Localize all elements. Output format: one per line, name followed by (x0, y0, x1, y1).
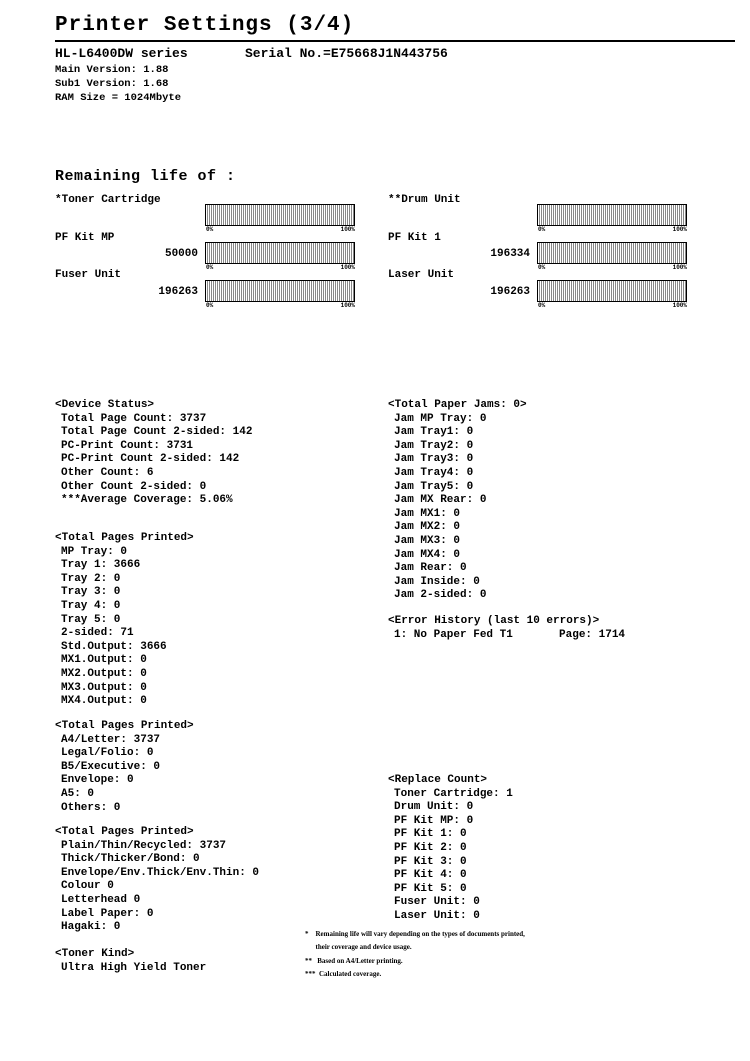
title-divider (55, 40, 735, 42)
paper-jams-section (388, 399, 527, 603)
error-history-section (388, 615, 625, 642)
section-item: Jam MP Tray: 0 (394, 412, 487, 425)
section-item: PF Kit 2: 0 (394, 841, 467, 854)
pf-kit-mp-gauge (205, 242, 355, 264)
gauge-axis-max: 100% (340, 264, 355, 271)
footnote-2: ** Based on A4/Letter printing. (305, 957, 403, 965)
fuser-unit-label: Fuser Unit (55, 269, 122, 281)
toner-kind-section (55, 948, 206, 975)
footnote-3: *** Calculated coverage. (305, 970, 382, 978)
sub1-version: Sub1 Version: 1.68 (55, 78, 169, 90)
gauge-axis-min: 0% (538, 226, 546, 233)
section-item: Tray 1: 3666 (61, 559, 141, 572)
section-heading: <Total Pages Printed> (55, 826, 194, 838)
section-item: Jam Rear: 0 (394, 562, 467, 575)
section-heading: <Error History (last 10 errors)> (388, 615, 600, 627)
section-item: Toner Cartridge: 1 (394, 787, 513, 800)
section-item: Jam MX1: 0 (394, 507, 461, 520)
section-item: A5: 0 (61, 787, 95, 800)
section-heading: <Total Pages Printed> (55, 532, 194, 544)
section-item: Letterhead 0 (61, 893, 141, 906)
drum-unit-gauge (537, 204, 687, 226)
section-item: 2-sided: 71 (61, 627, 134, 640)
section-item: A4/Letter: 3737 (61, 733, 161, 746)
section-item: Tray 5: 0 (61, 613, 121, 626)
section-item: Jam 2-sided: 0 (394, 589, 487, 602)
fuser-unit-value: 196263 (158, 286, 198, 298)
section-item: Jam MX2: 0 (394, 521, 461, 534)
section-item: PF Kit 4: 0 (394, 869, 467, 882)
section-item: Label Paper: 0 (61, 907, 154, 920)
pf-kit-1-value: 196334 (490, 248, 530, 260)
section-item: PF Kit 1: 0 (394, 828, 467, 841)
section-item: MX1.Output: 0 (61, 654, 147, 667)
toner-cartridge-gauge (205, 204, 355, 226)
fuser-unit-gauge-fill (206, 281, 354, 301)
section-item: Jam Tray3: 0 (394, 453, 474, 466)
gauge-axis-max: 100% (672, 302, 687, 309)
pages-by-tray-section (55, 532, 194, 709)
section-item: Plain/Thin/Recycled: 3737 (61, 839, 227, 852)
section-item: Tray 2: 0 (61, 572, 121, 585)
section-item: Others: 0 (61, 801, 121, 814)
section-item: Jam Tray5: 0 (394, 480, 474, 493)
section-item: Envelope/Env.Thick/Env.Thin: 0 (61, 866, 260, 879)
section-item: MX2.Output: 0 (61, 667, 147, 680)
section-heading: <Toner Kind> (55, 948, 135, 960)
pf-kit-mp-value: 50000 (164, 248, 198, 260)
section-heading: <Total Paper Jams: 0> (388, 399, 527, 411)
gauge-axis-min: 0% (206, 264, 214, 271)
section-item: PF Kit 3: 0 (394, 855, 467, 868)
section-item: 1: No Paper Fed T1 Page: 1714 (394, 628, 626, 641)
laser-unit-value: 196263 (490, 286, 530, 298)
section-item: PF Kit 5: 0 (394, 882, 467, 895)
section-item: Envelope: 0 (61, 774, 134, 787)
section-item: PC-Print Count: 3731 (61, 439, 194, 452)
pf-kit-1-gauge (537, 242, 687, 264)
model-name: HL-L6400DW series (55, 46, 188, 61)
section-item: Drum Unit: 0 (394, 801, 474, 814)
footnote-1: * Remaining life will vary depending on the types of documents printed, (305, 930, 525, 938)
section-item: Jam Tray2: 0 (394, 439, 474, 452)
section-item: Total Page Count 2-sided: 142 (61, 426, 253, 439)
section-item: Laser Unit: 0 (394, 909, 480, 922)
laser-unit-label: Laser Unit (388, 269, 455, 281)
ram-size: RAM Size = 1024Mbyte (55, 92, 182, 104)
drum-unit-gauge-fill (538, 205, 686, 225)
section-heading: <Total Pages Printed> (55, 720, 194, 732)
laser-unit-gauge-fill (538, 281, 686, 301)
section-item: MP Tray: 0 (61, 545, 128, 558)
gauge-axis-max: 100% (672, 226, 687, 233)
section-item: Colour 0 (61, 880, 114, 893)
gauge-axis-max: 100% (340, 302, 355, 309)
section-item: Thick/Thicker/Bond: 0 (61, 853, 200, 866)
section-item: Hagaki: 0 (61, 921, 121, 934)
section-item: PF Kit MP: 0 (394, 814, 474, 827)
section-item: MX3.Output: 0 (61, 681, 147, 694)
section-item: Other Count 2-sided: 0 (61, 480, 207, 493)
pf-kit-mp-gauge-fill (206, 243, 354, 263)
pf-kit-mp-label: PF Kit MP (55, 232, 115, 244)
section-item: MX4.Output: 0 (61, 695, 147, 708)
section-item: Other Count: 6 (61, 466, 154, 479)
section-heading: <Device Status> (55, 399, 155, 411)
section-item: Jam MX4: 0 (394, 548, 461, 561)
section-item: Ultra High Yield Toner (61, 961, 207, 974)
pf-kit-1-gauge-fill (538, 243, 686, 263)
section-item: Total Page Count: 3737 (61, 412, 207, 425)
toner-cartridge-gauge-fill (206, 205, 354, 225)
main-version: Main Version: 1.88 (55, 64, 169, 76)
drum-unit-label: **Drum Unit (388, 194, 461, 206)
gauge-axis-max: 100% (340, 226, 355, 233)
gauge-axis-min: 0% (538, 264, 546, 271)
gauge-axis-min: 0% (206, 226, 214, 233)
section-item: Fuser Unit: 0 (394, 896, 480, 909)
toner-cartridge-label: *Toner Cartridge (55, 194, 161, 206)
page-title: Printer Settings (3/4) (55, 14, 355, 37)
gauge-axis-max: 100% (672, 264, 687, 271)
section-heading: <Replace Count> (388, 774, 488, 786)
section-item: Jam Tray1: 0 (394, 426, 474, 439)
section-item: B5/Executive: 0 (61, 760, 161, 773)
gauge-axis-min: 0% (206, 302, 214, 309)
remaining-life-heading: Remaining life of : (55, 168, 236, 185)
section-item: ***Average Coverage: 5.06% (61, 494, 233, 507)
laser-unit-gauge (537, 280, 687, 302)
footnote-1-cont: their coverage and device usage. (305, 943, 412, 951)
section-item: Jam MX Rear: 0 (394, 494, 487, 507)
pages-by-size-section (55, 720, 194, 815)
gauge-axis-min: 0% (538, 302, 546, 309)
pf-kit-1-label: PF Kit 1 (388, 232, 441, 244)
section-item: Tray 3: 0 (61, 586, 121, 599)
section-item: Std.Output: 3666 (61, 640, 167, 653)
section-item: Legal/Folio: 0 (61, 747, 154, 760)
section-item: PC-Print Count 2-sided: 142 (61, 453, 240, 466)
section-item: Tray 4: 0 (61, 599, 121, 612)
section-item: Jam MX3: 0 (394, 534, 461, 547)
device-status-section (55, 399, 252, 508)
replace-count-section (388, 774, 513, 924)
serial-number: Serial No.=E75668J1N443756 (245, 46, 448, 61)
section-item: Jam Inside: 0 (394, 575, 480, 588)
pages-by-media-section (55, 826, 259, 935)
fuser-unit-gauge (205, 280, 355, 302)
section-item: Jam Tray4: 0 (394, 466, 474, 479)
